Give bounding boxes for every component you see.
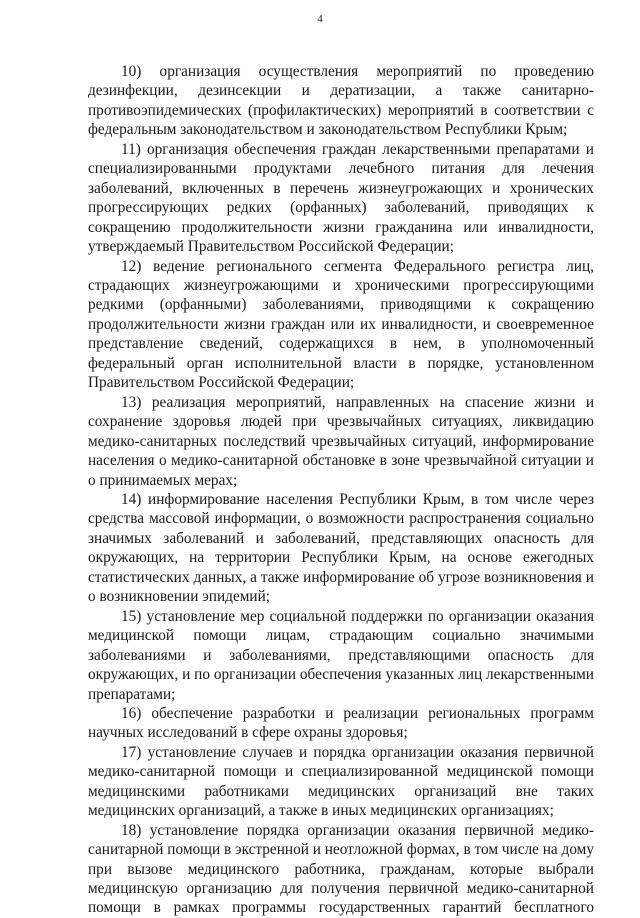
paragraph-14: 14) информирование населения Республики Крым, в том числе через средства массовой информации, о возможности распространения социально значимых заболеваний и заболеваний, представляющих опасность для окружающих, на территории Республики Крым, на основе ежегодных статистических данных, а также информирование об угрозе возникновения и о возникновении эпидемий; <box>88 490 594 606</box>
document-body <box>88 62 594 918</box>
paragraph-13: 13) реализация мероприятий, направленных на спасение жизни и сохранение здоровья людей при чрезвычайных ситуациях, ликвидацию медико-санитарных последствий чрезвычайных ситуаций, информирование населения о медико-санитарной обстановке в зоне чрезвычайной ситуации и о принимаемых мерах; <box>88 393 594 489</box>
page-number: 4 <box>317 13 323 25</box>
paragraph-10: 10) организация осуществления мероприятий по проведению дезинфекции, дезинсекции и дератизации, а также санитарно-противоэпидемических (профилактических) мероприятий в соответствии с федеральным законодательством и законодательством Республики Крым; <box>88 63 594 139</box>
paragraph-15: 15) установление мер социальной поддержки по организации оказания медицинской помощи лицам, страдающим социально значимыми заболеваниями и заболеваниями, представляющими опасность для окружающих, и по организации обеспечения указанных лиц лекарственными препаратами; <box>88 607 594 703</box>
paragraph-16: 16) обеспечение разработки и реализации региональных программ научных исследований в сфере охраны здоровья; <box>88 704 594 742</box>
paragraph-18: 18) установление порядка организации оказания первичной медико-санитарной помощи в экстренной и неотложной формах, в том числе на дому при вызове медицинского работника, гражданам, которые выбрали медицинскую организацию для получения первичной медико-санитарной помощи в рамках программы государственных гарантий бесплатного <box>88 821 595 917</box>
paragraph-17: 17) установление случаев и порядка организации оказания первичной медико-санитарной помощи и специализированной медицинской помощи медицинскими работниками медицинских организаций вне таких медицинских организаций, а также в иных медицинских организациях; <box>88 743 594 820</box>
paragraph-12: 12) ведение регионального сегмента Федерального регистра лиц, страдающих жизнеугрожающими и хроническими прогрессирующими редкими (орфанными) заболеваниями, приводящими к сокращению продолжительности жизни граждан или их инвалидности, и своевременное представление сведений, содержащихся в нем, в уполномоченный федеральный орган исполнительной власти в порядке, установленном Правительством Российской Федерации; <box>88 257 594 392</box>
paragraph-11: 11) организация обеспечения граждан лекарственными препаратами и специализированными продуктами лечебного питания для лечения заболеваний, включенных в перечень жизнеугрожающих и хронических прогрессирующих редких (орфанных) заболеваний, приводящих к сокращению продолжительности жизни гражданина или инвалидности, утверждаемый Правительством Российской Федерации; <box>88 140 594 256</box>
